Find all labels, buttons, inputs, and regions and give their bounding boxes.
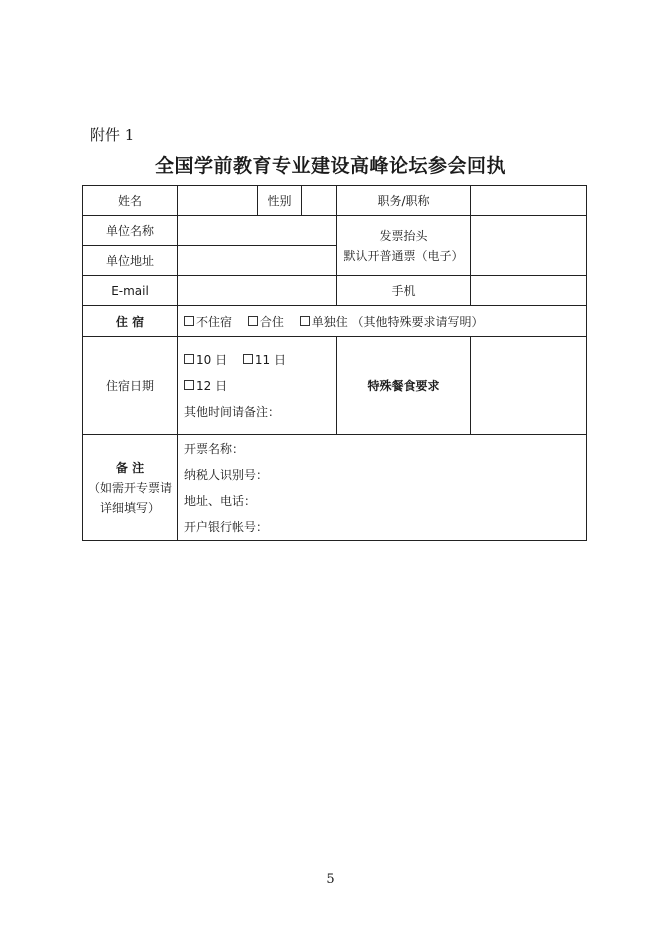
- invoice-title-field[interactable]: [471, 216, 587, 276]
- invoice-title-cell: [337, 216, 471, 276]
- gender-field[interactable]: [302, 186, 337, 216]
- lodging-label: 住 宿: [83, 306, 178, 337]
- checkbox-icon: [184, 380, 194, 390]
- checkbox-icon: [248, 316, 258, 326]
- date-option-12[interactable]: 12 日: [184, 379, 227, 393]
- remarks-label: 备 注: [115, 460, 145, 475]
- name-label: 姓名: [83, 186, 178, 216]
- email-label: E-mail: [83, 276, 178, 306]
- gender-label: 性别: [258, 186, 302, 216]
- lodging-option-shared[interactable]: 合住: [248, 315, 284, 329]
- diet-field[interactable]: [471, 337, 587, 435]
- email-field[interactable]: [178, 276, 337, 306]
- position-field[interactable]: [471, 186, 587, 216]
- invoice-name-label: 开票名称：: [184, 441, 245, 456]
- other-time-note: 其他时间请备注：: [184, 404, 281, 419]
- invoice-fields[interactable]: [178, 435, 587, 541]
- lodging-date-options: [178, 337, 337, 435]
- date-option-11[interactable]: 11 日: [243, 353, 286, 367]
- lodging-option-single[interactable]: 单独住: [300, 315, 348, 329]
- page-title: 全国学前教育专业建设高峰论坛参会回执: [154, 155, 506, 177]
- lodging-note: （其他特殊要求请写明）: [351, 314, 484, 329]
- taxpayer-id-label: 纳税人识别号：: [184, 467, 269, 482]
- checkbox-icon: [243, 354, 253, 364]
- lodging-options: [178, 306, 587, 337]
- position-label: 职务/职称: [337, 186, 471, 216]
- phone-field[interactable]: [471, 276, 587, 306]
- org-address-label: 单位地址: [83, 246, 178, 276]
- invoice-title-label: 发票抬头: [379, 228, 428, 243]
- address-phone-label: 地址、电话：: [184, 493, 257, 508]
- checkbox-icon: [300, 316, 310, 326]
- org-name-label: 单位名称: [83, 216, 178, 246]
- org-address-field[interactable]: [178, 246, 337, 276]
- remarks-sub-1: （如需开专票请: [87, 480, 172, 495]
- checkbox-icon: [184, 316, 194, 326]
- attachment-label: 附件 1: [90, 126, 135, 144]
- date-option-10[interactable]: 10 日: [184, 353, 227, 367]
- checkbox-icon: [184, 354, 194, 364]
- registration-form-table: [82, 185, 587, 541]
- remarks-cell: [83, 435, 178, 541]
- page-number: 5: [326, 872, 335, 887]
- invoice-default-note: 默认开普通票（电子）: [343, 248, 464, 263]
- lodging-date-label: 住宿日期: [83, 337, 178, 435]
- phone-label: 手机: [337, 276, 471, 306]
- diet-label: 特殊餐食要求: [337, 337, 471, 435]
- bank-account-label: 开户银行帐号：: [184, 519, 269, 534]
- remarks-sub-2: 详细填写）: [99, 500, 160, 515]
- lodging-option-none[interactable]: 不住宿: [184, 315, 232, 329]
- org-name-field[interactable]: [178, 216, 337, 246]
- name-field[interactable]: [178, 186, 258, 216]
